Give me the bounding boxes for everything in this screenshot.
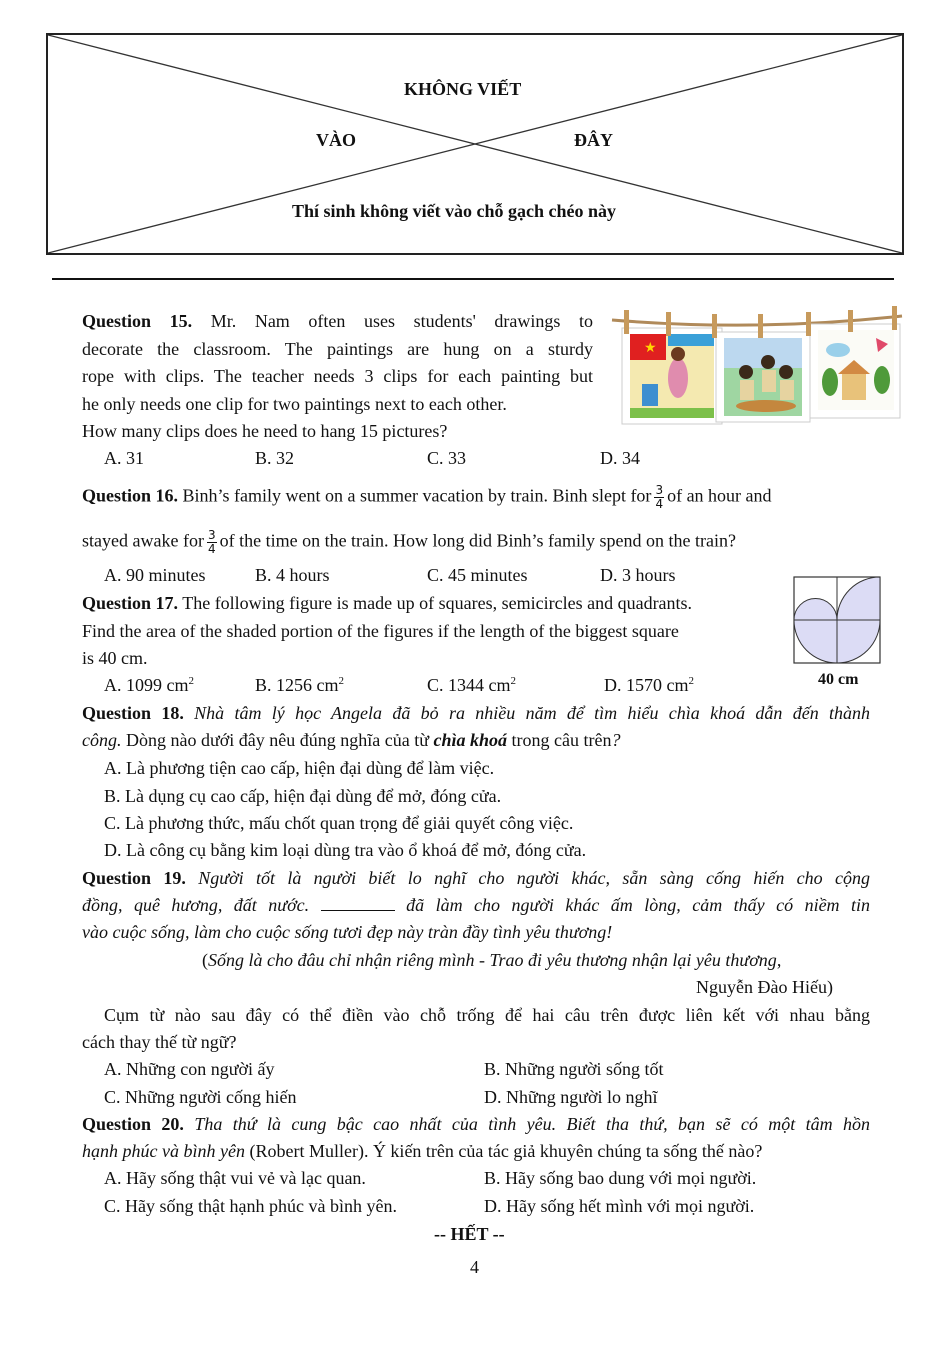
q19-source-author: Nguyễn Đào Hiếu) bbox=[696, 977, 833, 997]
q19-option-c[interactable]: C. Những người cống hiến bbox=[104, 1087, 297, 1107]
q17-line2: Find the area of the shaded portion of the figures if the length of the biggest square bbox=[82, 621, 679, 641]
end-marker: -- HẾT -- bbox=[434, 1224, 505, 1244]
q20-line2: hạnh phúc và bình yên (Robert Muller). Ý kiến trên của tác giả khuyên chúng ta sống thế nào? bbox=[82, 1141, 763, 1161]
q16-option-d[interactable]: D. 3 hours bbox=[600, 565, 676, 585]
q15-option-c[interactable]: C. 33 bbox=[427, 448, 467, 468]
q20-option-a[interactable]: A. Hãy sống thật vui vẻ và lạc quan. bbox=[104, 1168, 366, 1188]
q17-line1: Question 17. The following figure is made up of squares, semicircles and quadrants. bbox=[82, 593, 693, 613]
q18-option-d[interactable]: D. Là công cụ bằng kim loại dùng tra vào ổ khoá để mở, đóng cửa. bbox=[104, 840, 587, 860]
q15-line3: rope with clips. The teacher needs 3 clips for each painting but bbox=[82, 366, 593, 386]
q15-option-d[interactable]: D. 34 bbox=[600, 448, 640, 468]
q15-option-b[interactable]: B. 32 bbox=[255, 448, 295, 468]
paintings-illustration bbox=[608, 302, 904, 430]
q15-line5: How many clips does he need to hang 15 pictures? bbox=[82, 421, 448, 441]
painting-3 bbox=[810, 324, 900, 418]
q17-option-d[interactable]: D. 1570 $cm^2$ bbox=[604, 675, 694, 695]
q17-line3: is 40 cm. bbox=[82, 648, 148, 668]
q15-line4: he only needs one clip for two paintings next to each other. bbox=[82, 394, 507, 414]
q16-fraction-2: $\frac{3}{4}$ bbox=[207, 528, 216, 556]
q19-line1: Question 19. Người tốt là người biết lo nghĩ cho người khác, sẵn sàng cống hiến cho cộng bbox=[82, 868, 871, 888]
q19-prompt-line2: cách thay thế từ ngữ? bbox=[82, 1032, 237, 1052]
q16-line1: Question 16. Binh’s family went on a summer vacation by train. Binh slept for $\frac{3}{4}$ of an hour and bbox=[82, 483, 772, 511]
q18-line1: Question 18. Nhà tâm lý học Angela đã bỏ ra nhiều năm để tìm hiểu chìa khoá dẫn đến thành bbox=[82, 703, 871, 723]
q16-option-c[interactable]: C. 45 minutes bbox=[427, 565, 528, 585]
q20-option-c[interactable]: C. Hãy sống thật hạnh phúc và bình yên. bbox=[104, 1196, 397, 1216]
q17-figure bbox=[793, 576, 889, 666]
q17-option-a[interactable]: A. 1099 $cm^2$ bbox=[104, 675, 194, 695]
svg-text:★: ★ bbox=[644, 340, 657, 356]
q15-label: Question 15. bbox=[82, 311, 193, 331]
q20-option-d[interactable]: D. Hãy sống hết mình với mọi người. bbox=[484, 1196, 755, 1216]
q19-option-b[interactable]: B. Những người sống tốt bbox=[484, 1059, 664, 1079]
header-left: VÀO bbox=[316, 130, 356, 150]
q18-label: Question 18. bbox=[82, 703, 184, 723]
painting-2 bbox=[716, 332, 810, 422]
q18-option-b[interactable]: B. Là dụng cụ cao cấp, hiện đại dùng để mở, đóng cửa. bbox=[104, 786, 502, 806]
q19-blank bbox=[321, 896, 395, 911]
divider bbox=[52, 278, 894, 280]
page-number: 4 bbox=[470, 1257, 479, 1277]
q19-line2: đồng, quê hương, đất nước. đã làm cho người khác ấm lòng, cảm thấy có niềm tin bbox=[82, 895, 871, 915]
q15-option-a[interactable]: A. 31 bbox=[104, 448, 144, 468]
q15-line1: Question 15. Mr. Nam often uses students' drawings to bbox=[82, 311, 594, 331]
header-note: Thí sinh không viết vào chỗ gạch chéo này bbox=[292, 201, 617, 221]
q16-fraction-1: $\frac{3}{4}$ bbox=[655, 483, 664, 511]
q17-figure-label: 40 cm bbox=[818, 671, 859, 688]
q19-option-a[interactable]: A. Những con người ấy bbox=[104, 1059, 275, 1079]
q18-option-a[interactable]: A. Là phương tiện cao cấp, hiện đại dùng để làm việc. bbox=[104, 758, 495, 778]
q15-line2: decorate the classroom. The paintings are hung on a sturdy bbox=[82, 339, 593, 359]
q18-option-c[interactable]: C. Là phương thức, mấu chốt quan trọng để giải quyết công việc. bbox=[104, 813, 574, 833]
header-right: ĐÂY bbox=[574, 130, 613, 150]
q20-label: Question 20. bbox=[82, 1114, 184, 1134]
q19-line3: vào cuộc sống, làm cho cuộc sống tươi đẹp này tràn đầy tình yêu thương! bbox=[82, 922, 613, 942]
q19-source: (Sống là cho đâu chỉ nhận riêng mình - Trao đi yêu thương nhận lại yêu thương, bbox=[202, 950, 782, 970]
header-title: KHÔNG VIẾT bbox=[404, 79, 522, 99]
q19-label: Question 19. bbox=[82, 868, 186, 888]
q16-option-a[interactable]: A. 90 minutes bbox=[104, 565, 206, 585]
painting-1 bbox=[622, 328, 722, 424]
q16-line2: stayed awake for $\frac{3}{4}$ of the time on the train. How long did Binh’s family spend on the train? bbox=[82, 528, 737, 556]
q20-option-b[interactable]: B. Hãy sống bao dung với mọi người. bbox=[484, 1168, 757, 1188]
q17-label: Question 17. bbox=[82, 593, 179, 613]
q20-line1: Question 20. Tha thứ là cung bậc cao nhất của tình yêu. Biết tha thứ, bạn sẽ có một tâm hồn bbox=[82, 1114, 871, 1134]
q17-option-c[interactable]: C. 1344 $cm^2$ bbox=[427, 675, 516, 695]
q18-line2: công. Dòng nào dưới đây nêu đúng nghĩa của từ chìa khoá trong câu trên? bbox=[82, 730, 621, 750]
q16-option-b[interactable]: B. 4 hours bbox=[255, 565, 330, 585]
q19-prompt-line1: Cụm từ nào sau đây có thể điền vào chỗ trống để hai câu trên được liên kết với nhau bằng bbox=[104, 1005, 870, 1025]
q17-option-b[interactable]: B. 1256 $cm^2$ bbox=[255, 675, 344, 695]
q16-label: Question 16. bbox=[82, 485, 179, 506]
q19-option-d[interactable]: D. Những người lo nghĩ bbox=[484, 1087, 658, 1107]
